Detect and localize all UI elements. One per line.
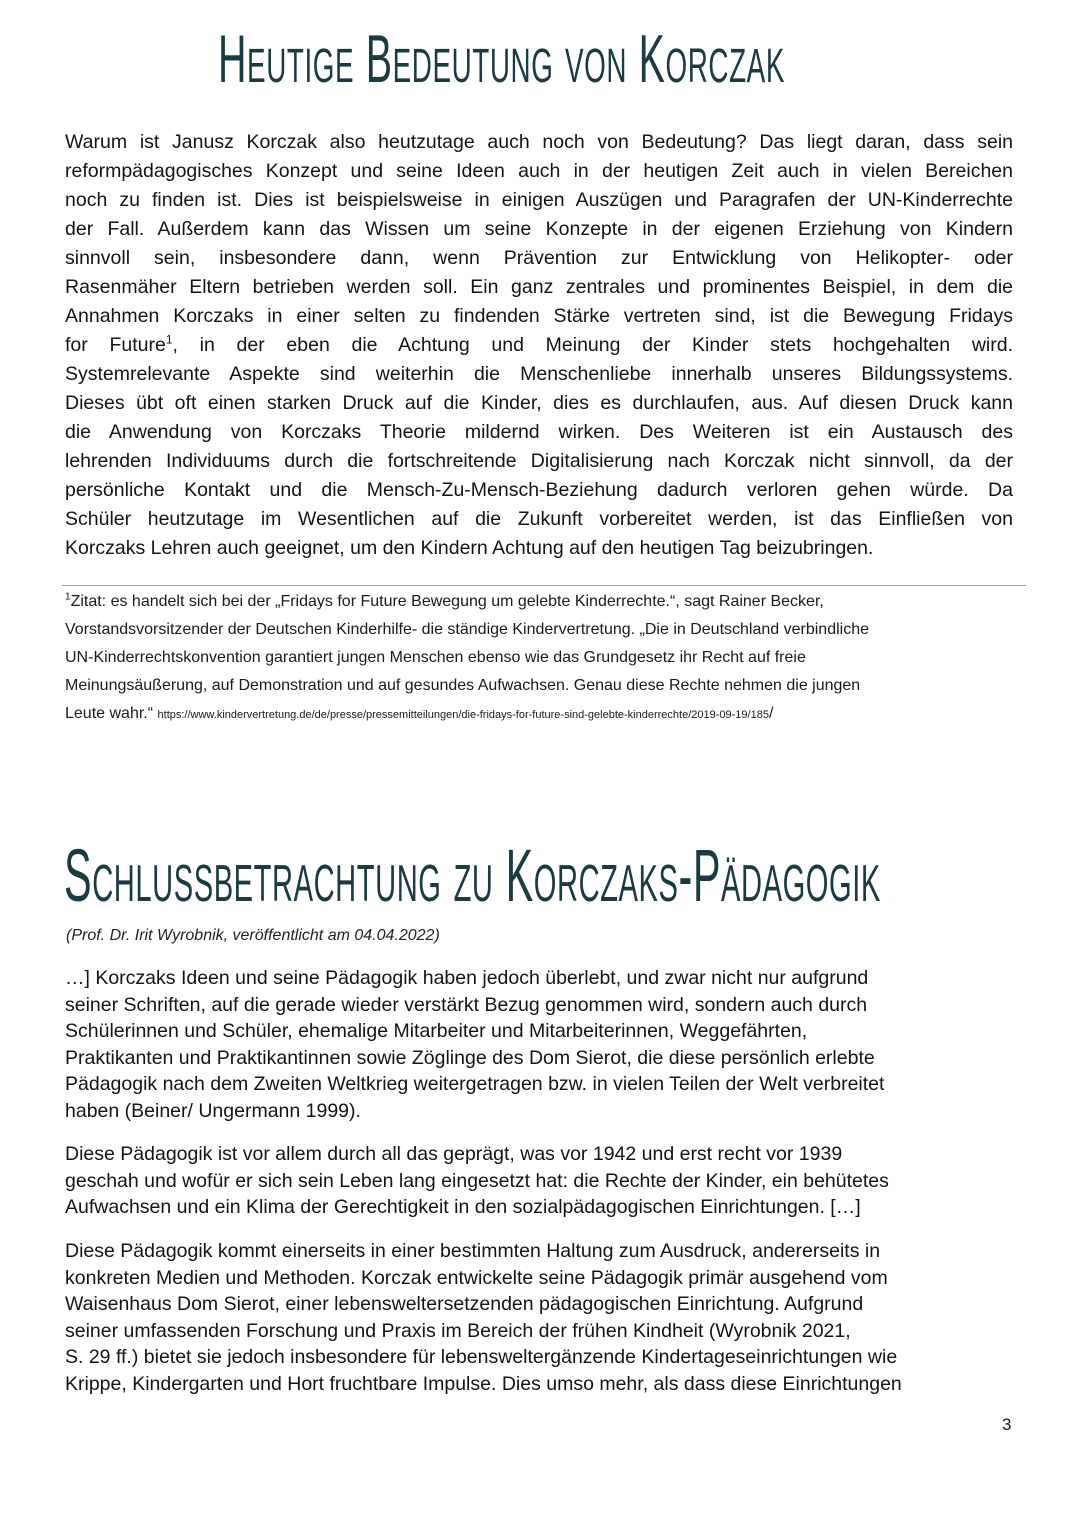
line-text: , in der eben die Achtung und Meinung der Kinder stets hochgehalten wird.: [172, 334, 1013, 356]
footnote-text: Zitat: es handelt sich bei der „Fridays for Future Bewegung um gelebte Kinderrechte.“, sagt Rainer Becker,: [70, 593, 824, 610]
footnote-line: Meinungsäußerung, auf Demonstration und auf gesundes Aufwachsen. Genau diese Rechte nehmen die jungen: [65, 677, 861, 694]
paragraph-line: Krippe, Kindergarten und Hort fruchtbare Impulse. Dies umso mehr, als dass diese Einrichtungen: [65, 1372, 902, 1395]
paragraph-line: Korczaks Lehren auch geeignet, um den Kindern Achtung auf den heutigen Tag beizubringen.: [65, 537, 874, 559]
paragraph-line: reformpädagogisches Konzept und seine Ideen auch in der heutigen Zeit auch in vielen Bereichen: [65, 160, 1013, 182]
paragraph-line: seiner Schriften, auf die gerade wieder verstärkt Bezug genommen wird, sondern auch durch: [65, 993, 868, 1016]
quote-paragraph-3: [65, 1238, 1025, 1397]
footnote-line: Vorstandsvorsitzender der Deutschen Kinderhilfe- die ständige Kindervertretung. „Die in Deutschland verbindliche: [65, 621, 869, 638]
paragraph-line: lehrenden Individuums durch die fortschreitende Digitalisierung nach Korczak nicht sinnvoll, da der: [65, 450, 1013, 472]
paragraph-line: Warum ist Janusz Korczak also heutzutage auch noch von Bedeutung? Das liegt daran, dass sein: [65, 131, 1013, 153]
quote-paragraph-1: [65, 965, 1025, 1124]
paragraph-line: der Fall. Außerdem kann das Wissen um seine Konzepte in der eigenen Erziehung von Kindern: [65, 218, 1013, 240]
paragraph-line: sinnvoll sein, insbesondere dann, wenn Prävention zur Entwicklung von Helikopter- oder: [65, 247, 1013, 269]
paragraph-line: Schülerinnen und Schüler, ehemalige Mitarbeiter und Mitarbeiterinnen, Weggefährten,: [65, 1020, 808, 1042]
paragraph-line: Pädagogik nach dem Zweiten Weltkrieg weitergetragen bzw. in vielen Teilen der Welt verbreitet: [65, 1073, 885, 1095]
footnote-line: UN-Kinderrechtskonvention garantiert jungen Menschen ebenso wie das Grundgesetz ihr Recht auf freie: [65, 649, 806, 666]
paragraph-line: persönliche Kontakt und die Mensch-Zu-Mensch-Beziehung dadurch verloren gehen würde. Da: [65, 479, 1013, 501]
footnote-reference[interactable]: 1: [165, 332, 173, 347]
paragraph-line: konkreten Medien und Methoden. Korczak entwickelte seine Pädagogik primär ausgehend vom: [65, 1266, 888, 1289]
paragraph-line: Dieses übt oft einen starken Druck auf die Kinder, dies es durchlaufen, aus. Auf diesen Druck kann: [65, 392, 1013, 414]
footnote-source-link[interactable]: https://www.kindervertretung.de/de/presse/pressemitteilungen/die-fridays-for-future-sind-gelebte-kinderrechte/2019-09-19/185: [157, 709, 769, 721]
paragraph-line: Praktikanten und Praktikantinnen sowie Zöglinge des Dom Sierot, die diese persönlich erlebte: [65, 1046, 875, 1069]
paragraph-line: noch zu finden ist. Dies ist beispielsweise in einigen Auszügen und Paragrafen der UN-Kinderrechte: [65, 189, 1013, 211]
section-heading-heutige-bedeutung: Heutige Bedeutung von Korczak: [218, 21, 785, 97]
footnote-line: [65, 700, 1025, 729]
footnote-url-trailing: /: [768, 705, 774, 722]
paragraph-line: die Anwendung von Korczaks Theorie mildernd wirken. Des Weiteren ist ein Austausch des: [65, 421, 1013, 443]
paragraph-line: Waisenhaus Dom Sierot, einer lebensweltersetzenden pädagogischen Einrichtung. Aufgrund: [65, 1293, 864, 1315]
author-attribution: (Prof. Dr. Irit Wyrobnik, veröffentlicht am 04.04.2022): [66, 927, 440, 944]
paragraph-line: seiner umfassenden Forschung und Praxis im Bereich der frühen Kindheit (Wyrobnik 2021,: [65, 1319, 851, 1342]
paragraph-line: …] Korczaks Ideen und seine Pädagogik haben jedoch überlebt, und zwar nicht nur aufgrund: [65, 967, 869, 989]
footnote-line: [65, 588, 1025, 616]
quote-paragraph-2: [65, 1141, 1025, 1221]
footnote: [65, 588, 1025, 729]
paragraph-line: Diese Pädagogik ist vor allem durch all das geprägt, was vor 1942 und erst recht vor 1939: [65, 1143, 843, 1165]
paragraph-line-with-footnote-ref: [65, 331, 1013, 360]
page-number: 3: [1002, 1415, 1012, 1434]
paragraph-line: Systemrelevante Aspekte sind weiterhin die Menschenliebe innerhalb unseres Bildungssystems.: [65, 363, 1013, 385]
section-heading-schlussbetrachtung: Schlussbetrachtung zu Korczaks-Pädagogik: [64, 834, 881, 917]
footnote-text: Leute wahr.“: [65, 705, 154, 722]
paragraph-line: Diese Pädagogik kommt einerseits in einer bestimmten Haltung zum Ausdruck, andererseits in: [65, 1240, 881, 1262]
paragraph-line: haben (Beiner/ Ungermann 1999).: [65, 1099, 361, 1122]
paragraph-line: S. 29 ff.) bietet sie jedoch insbesondere für lebensweltergänzende Kindertageseinrichtungen wie: [65, 1346, 898, 1368]
paragraph-line: Aufwachsen und ein Klima der Gerechtigkeit in den sozialpädagogischen Einrichtungen. […]: [65, 1196, 861, 1218]
paragraph-line: Rasenmäher Eltern betrieben werden soll. Ein ganz zentrales und prominentes Beispiel, in dem die: [65, 276, 1013, 298]
line-text: for Future: [65, 334, 166, 356]
footnote-marker: 1: [65, 591, 71, 603]
paragraph-line: Annahmen Korczaks in einer selten zu findenden Stärke vertreten sind, ist die Bewegung Fridays: [65, 305, 1013, 327]
section1-paragraph: [65, 128, 1013, 563]
paragraph-line: Schüler heutzutage im Wesentlichen auf die Zukunft vorbereitet werden, ist das Einfließen von: [65, 508, 1013, 530]
footnote-separator: [62, 585, 1026, 586]
paragraph-line: geschah und wofür er sich sein Leben lang eingesetzt hat: die Rechte der Kinder, ein behütetes: [65, 1169, 889, 1192]
